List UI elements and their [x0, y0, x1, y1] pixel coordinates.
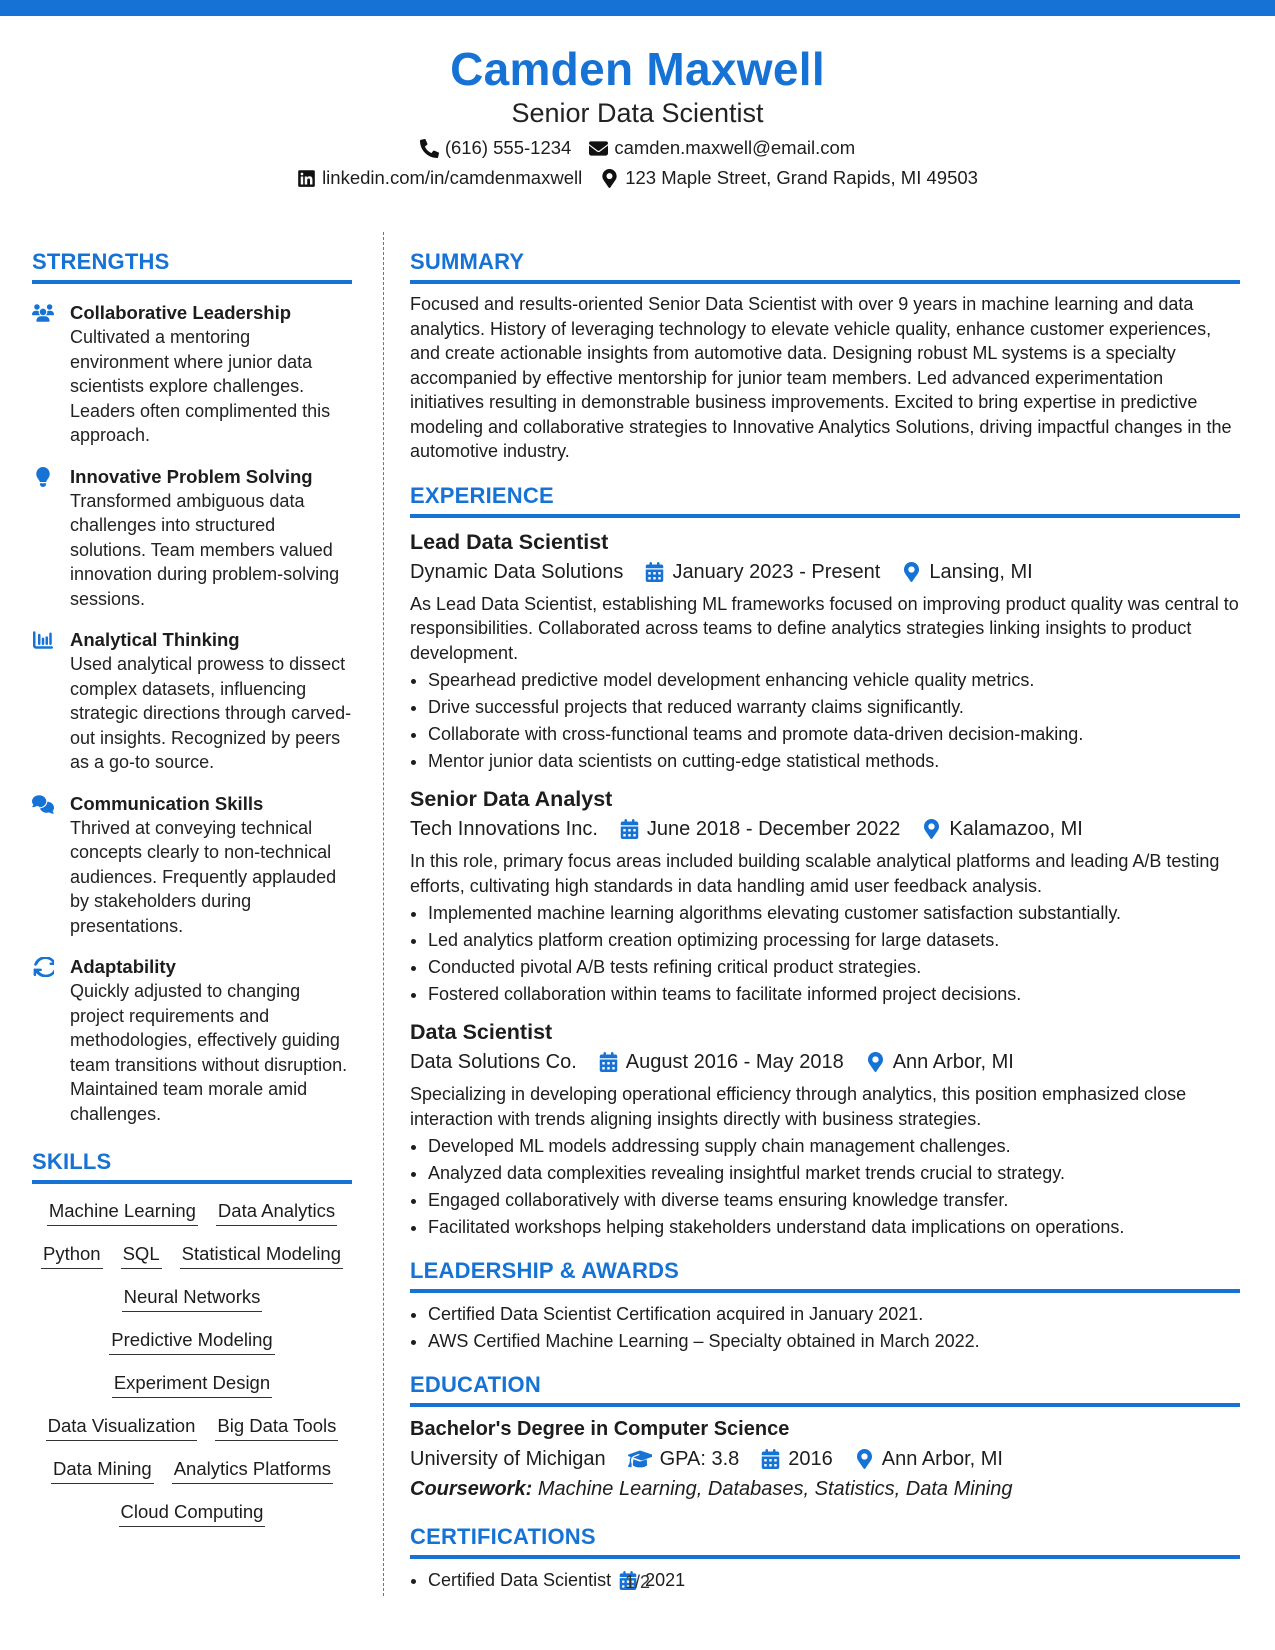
skill-tag: Python — [41, 1241, 103, 1269]
leadership-item: • Certified Data Scientist Certification acquired in January 2021. — [428, 1301, 1240, 1328]
job-location: Kalamazoo, MI — [949, 818, 1083, 840]
job-description: As Lead Data Scientist, establishing ML frameworks focused on improving product quality was central to responsibilities. Collaborated across teams to define analytics strategies linking insights to product development. — [410, 593, 1239, 663]
strength-title: Analytical Thinking — [70, 629, 240, 650]
contact-phone — [420, 135, 572, 161]
strength-desc: Thrived at conveying technical concepts clearly to non-technical audiences. Frequently applauded by stakeholders during presentations. — [70, 817, 337, 936]
strength-item — [32, 465, 352, 612]
job-bullet: • Spearhead predictive model development enhancing vehicle quality metrics. — [428, 667, 1240, 694]
skills-list — [32, 1198, 352, 1527]
job-bullet: • Drive successful projects that reduced warranty claims significantly. — [428, 694, 1240, 721]
company-name: Data Solutions Co. — [410, 1051, 577, 1073]
summary-text: Focused and results-oriented Senior Data Scientist with over 9 years in machine learning and data analytics. History of leveraging technology to elevate vehicle quality, enhance customer experiences, and create actionable insights from automotive data. Designing robust ML systems is a specialty accompanied by effective mentorship for junior team members. Led advanced experimentation initiatives resulting in demonstrable business improvements. Excited to bring expertise in predictive modeling and collaborative strategies to Innovative Analytics Solutions, driving impactful changes in the automotive industry. — [410, 294, 1232, 461]
graduation-cap-icon — [628, 1449, 652, 1469]
strength-title: Innovative Problem Solving — [70, 465, 313, 487]
company-name: Tech Innovations Inc. — [410, 818, 598, 840]
job-bullet: • Led analytics platform creation optimizing processing for large datasets. — [428, 927, 1240, 954]
job-bullet: • Conducted pivotal A/B tests refining critical product strategies. — [428, 954, 1240, 981]
leadership-item: • AWS Certified Machine Learning – Specialty obtained in March 2022. — [428, 1328, 1240, 1355]
job-location: Ann Arbor, MI — [892, 1051, 1014, 1073]
map-marker-icon — [600, 169, 619, 188]
skill-tag: Machine Learning — [47, 1198, 198, 1226]
job-bullet: • Implemented machine learning algorithms elevating customer satisfaction substantially. — [428, 900, 1240, 927]
job-meta — [410, 815, 1240, 843]
strength-title: Adaptability — [70, 956, 176, 977]
page-number: 1/2 — [624, 1572, 651, 1592]
calendar-icon — [645, 562, 664, 582]
leadership-list — [410, 1301, 1240, 1355]
skills-heading: SKILLS — [32, 1148, 352, 1184]
strength-item — [32, 301, 352, 448]
job-bullet: • Mentor junior data scientists on cutting-edge statistical methods. — [428, 748, 1240, 775]
strength-item — [32, 628, 352, 775]
resume-header — [0, 40, 1275, 191]
email-text: camden.maxwell@email.com — [614, 137, 856, 158]
phone-icon — [420, 139, 439, 158]
job-bullet: • Analyzed data complexities revealing insightful market trends crucial to strategy. — [428, 1160, 1240, 1187]
job-dates: June 2018 - December 2022 — [646, 818, 901, 840]
skill-tag: Data Analytics — [216, 1198, 337, 1226]
calendar-icon — [620, 819, 639, 839]
lightbulb-icon — [32, 467, 54, 487]
skill-tag: Experiment Design — [112, 1370, 272, 1398]
education-location: Ann Arbor, MI — [881, 1448, 1003, 1470]
contact-row-2 — [0, 165, 1275, 191]
job-dates: January 2023 - Present — [672, 560, 881, 583]
linkedin-text: linkedin.com/in/camdenmaxwell — [322, 167, 583, 188]
strength-desc: Cultivated a mentoring environment where junior data scientists explore challenges. Leaders often complimented this approach. — [70, 327, 331, 445]
job-description: In this role, primary focus areas included building scalable analytical platforms and leading A/B testing efforts, cultivating high standards in data handling amid user feedback analysis. — [410, 851, 1220, 896]
strength-desc: Used analytical prowess to dissect complex datasets, influencing strategic directions through carved-out insights. Recognized by peers as a go-to source. — [70, 654, 352, 772]
job-bullets — [410, 900, 1240, 1008]
job-bullet: • Collaborate with cross-functional teams and promote data-driven decision-making. — [428, 721, 1240, 748]
skill-tag: Statistical Modeling — [180, 1241, 343, 1269]
job-title: Data Scientist — [410, 1020, 553, 1044]
strength-desc: Quickly adjusted to changing project requirements and methodologies, effectively guiding team transitions without disruption. Maintained team morale amid challenges. — [70, 981, 348, 1124]
job-bullet: • Engaged collaboratively with diverse teams ensuring knowledge transfer. — [428, 1187, 1240, 1214]
job-bullet: • Facilitated workshops helping stakeholders understand data implications on operations. — [428, 1214, 1240, 1241]
leadership-heading: LEADERSHIP & AWARDS — [410, 1257, 1240, 1293]
skill-row — [32, 1499, 352, 1527]
map-marker-icon — [855, 1449, 874, 1469]
job-bullet: • Fostered collaboration within teams to facilitate informed project decisions. — [428, 981, 1240, 1008]
right-column — [410, 248, 1240, 1594]
map-marker-icon — [922, 819, 941, 839]
strength-desc: Transformed ambiguous data challenges into structured solutions. Team members valued innovation during problem-solving sessions. — [70, 490, 340, 609]
skill-row — [32, 1370, 352, 1398]
summary-heading: SUMMARY — [410, 248, 1240, 284]
skill-tag: Data Visualization — [46, 1413, 198, 1441]
certifications-heading: CERTIFICATIONS — [410, 1523, 1240, 1559]
coursework-line — [410, 1475, 1240, 1503]
skill-row — [32, 1198, 352, 1226]
company-name: Dynamic Data Solutions — [410, 560, 624, 583]
calendar-icon — [599, 1052, 618, 1072]
job-bullet: • Developed ML models addressing supply chain management challenges. — [428, 1133, 1240, 1160]
job-location: Lansing, MI — [929, 560, 1033, 583]
skill-row — [32, 1327, 352, 1355]
education-heading: EDUCATION — [410, 1371, 1240, 1407]
map-marker-icon — [866, 1052, 885, 1072]
candidate-title: Senior Data Scientist — [511, 98, 764, 128]
education-meta — [410, 1445, 1240, 1473]
skill-tag: Neural Networks — [122, 1284, 263, 1312]
job-meta — [410, 558, 1240, 586]
envelope-icon — [589, 139, 608, 158]
education-section — [410, 1371, 1240, 1503]
skill-row — [32, 1284, 352, 1312]
job-meta — [410, 1048, 1240, 1076]
comments-icon — [32, 794, 54, 814]
users-icon — [32, 303, 54, 323]
column-divider — [383, 232, 384, 1596]
phone-text: (616) 555-1234 — [444, 137, 572, 158]
certification-year: 2021 — [645, 1570, 686, 1590]
job-dates: August 2016 - May 2018 — [625, 1051, 844, 1073]
address-text: 123 Maple Street, Grand Rapids, MI 49503 — [625, 167, 978, 188]
top-accent-bar — [0, 0, 1275, 16]
contact-linkedin[interactable] — [297, 165, 582, 191]
left-column — [32, 248, 352, 1542]
job-title: Senior Data Analyst — [410, 787, 613, 811]
job-description: Specializing in developing operational efficiency through analytics, this position emphasized close interaction with trends aligning insights directly with business strategies. — [410, 1084, 1187, 1129]
job-bullets — [410, 1133, 1240, 1241]
skill-row — [32, 1456, 352, 1484]
experience-heading: EXPERIENCE — [410, 482, 1240, 518]
calendar-icon — [761, 1449, 780, 1469]
contact-address — [600, 165, 978, 191]
contact-email[interactable] — [589, 135, 855, 161]
refresh-icon — [32, 957, 54, 977]
skill-row — [32, 1241, 352, 1269]
bar-chart-icon — [32, 630, 54, 650]
job-entry — [410, 528, 1240, 776]
strength-title: Communication Skills — [70, 792, 264, 814]
gpa-text: GPA: 3.8 — [659, 1448, 740, 1470]
leadership-section — [410, 1257, 1240, 1355]
certification-name: • Certified Data Scientist — [428, 1570, 612, 1590]
skill-tag: Analytics Platforms — [172, 1456, 333, 1484]
coursework-label: Coursework: — [410, 1478, 533, 1500]
graduation-year: 2016 — [788, 1448, 833, 1470]
job-bullets — [410, 667, 1240, 775]
skill-tag: Cloud Computing — [119, 1499, 266, 1527]
skill-tag: SQL — [121, 1241, 162, 1269]
linkedin-icon — [297, 169, 316, 188]
contact-row-1 — [0, 135, 1275, 161]
job-title: Lead Data Scientist — [410, 529, 609, 554]
skill-tag: Predictive Modeling — [109, 1327, 274, 1355]
job-entry — [410, 785, 1240, 1008]
degree-title: Bachelor's Degree in Computer Science — [410, 1418, 790, 1440]
job-entry — [410, 1018, 1240, 1241]
skill-tag: Data Mining — [51, 1456, 154, 1484]
map-marker-icon — [902, 562, 921, 582]
strengths-heading: STRENGTHS — [32, 248, 352, 284]
school-name: University of Michigan — [410, 1448, 606, 1470]
strength-item — [32, 955, 352, 1126]
skill-tag: Big Data Tools — [215, 1413, 338, 1441]
strength-item — [32, 792, 352, 939]
candidate-name: Camden Maxwell — [450, 43, 825, 95]
skill-row — [32, 1413, 352, 1441]
coursework-text: Machine Learning, Databases, Statistics, Data Mining — [537, 1478, 1013, 1500]
strength-title: Collaborative Leadership — [70, 302, 292, 323]
